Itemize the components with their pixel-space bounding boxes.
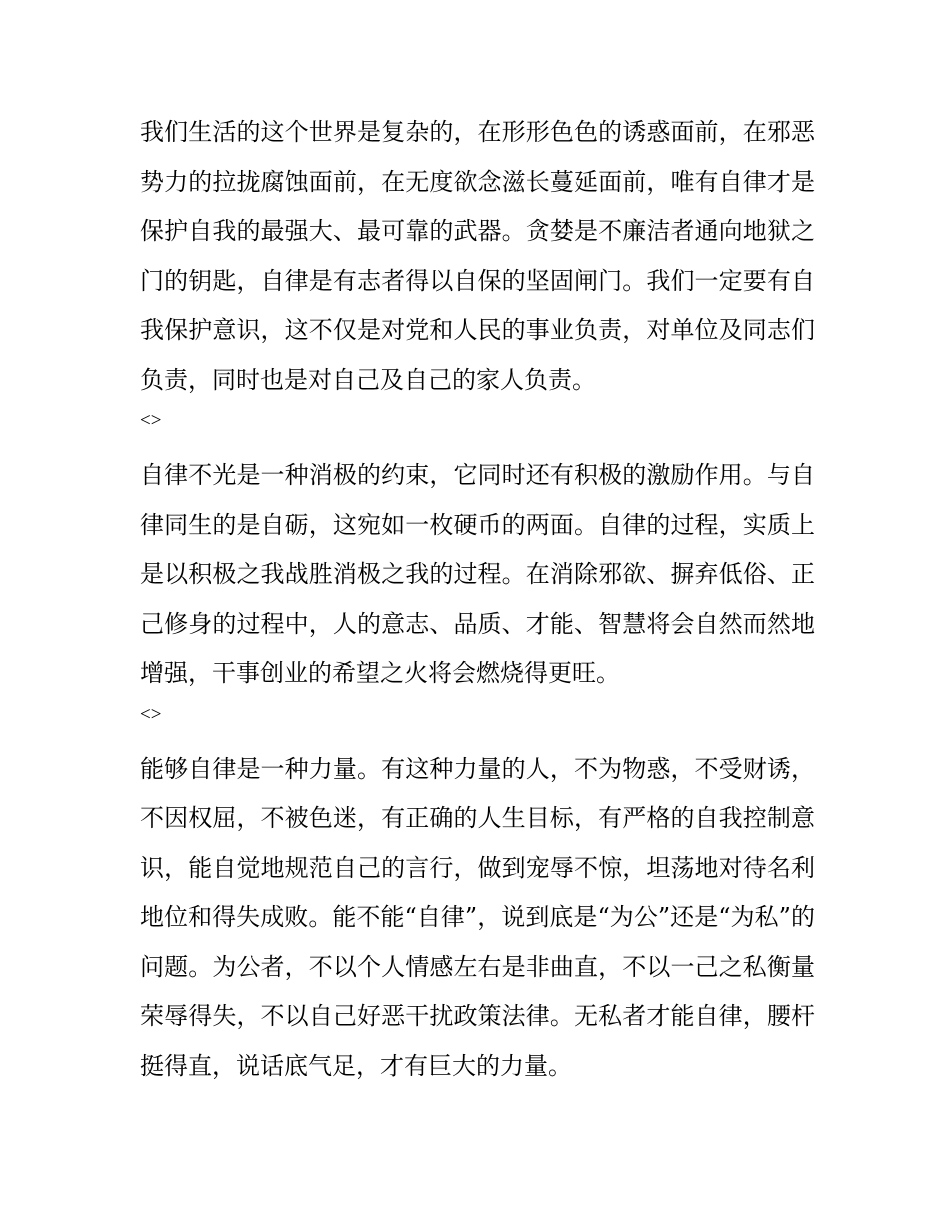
document-body	[140, 108, 815, 1091]
separator-1: <>	[140, 410, 162, 431]
paragraph-1: 我们生活的这个世界是复杂的，在形形色色的诱惑面前，在邪恶势力的拉拢腐蚀面前，在无度欲念滋长蔓延面前，唯有自律才是保护自我的最强大、最可靠的武器。贪婪是不廉洁者通向地狱之门的钥匙，自律是有志者得以自保的坚固闸门。我们一定要有自我保护意识，这不仅是对党和人民的事业负责，对单位及同志们负责，同时也是对自己及自己的家人负责。	[140, 118, 815, 394]
paragraph-3: 能够自律是一种力量。有这种力量的人，不为物惑，不受财诱，不因权屈，不被色迷，有正确的人生目标，有严格的自我控制意识，能自觉地规范自己的言行，做到宠辱不惊，坦荡地对待名利地位和得失成败。能不能“自律”，说到底是“为公”还是“为私”的问题。为公者，不以个人情感左右是非曲直，不以一己之私衡量荣辱得失，不以自己好恶干扰政策法律。无私者才能自律，腰杆挺得直，说话底气足，才有巨大的力量。	[140, 754, 815, 1080]
separator-2: <>	[140, 703, 162, 725]
paragraph-2: 自律不光是一种消极的约束，它同时还有积极的激励作用。与自律同生的是自砺，这宛如一枚硬币的两面。自律的过程，实质上是以积极之我战胜消极之我的过程。在消除邪欲、摒弃低俗、正己修身的过程中，人的意志、品质、才能、智慧将会自然而然地增强，干事创业的希望之火将会燃烧得更旺。	[140, 461, 815, 687]
